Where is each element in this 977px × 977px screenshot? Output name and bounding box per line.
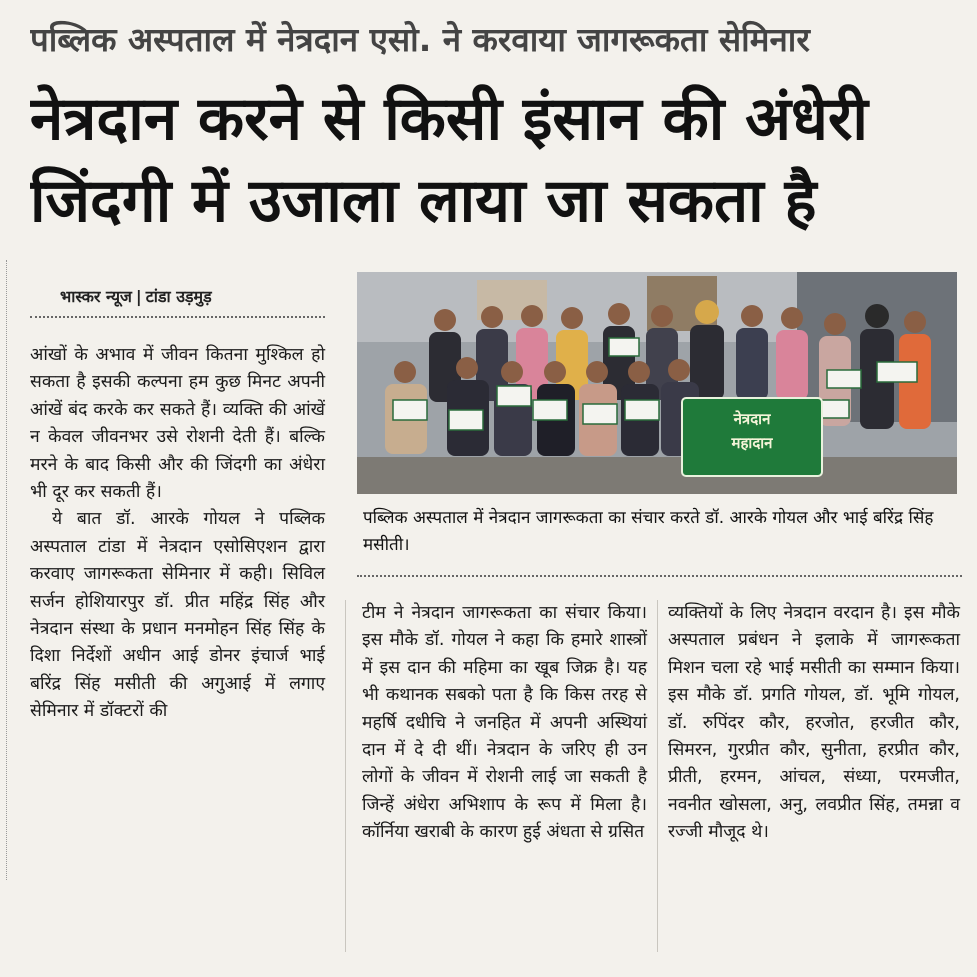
byline [60,285,330,307]
column-1 [30,342,325,726]
col3-paragraph-1: व्यक्तियों के लिए नेत्रदान वरदान है। इस मौके अस्पताल प्रबंधन ने इलाके में जागरूकता मिशन चला रहे भाई मसीती का सम्मान किया। इस मौके डॉ. प्रगति गोयल, डॉ. भूमि गोयल, डॉ. रुपिंदर कौर, हरजोत, हरजीत कौर, सिमरन, गुरप्रीत कौर, सुनीता, हरप्रीत कौर, प्रीती, हरमन, आंचल, संध्या, परमजीत, नवनीत खोसला, अनु, लवप्रीत सिंह, तमन्ना व रज्जी मौजूद थे। [668,603,960,843]
byline-place: टांडा उड़मुड़ [145,287,212,306]
photo-caption: पब्लिक अस्पताल में नेत्रदान जागरूकता का संचार करते डॉ. आरके गोयल और भाई बरिंद्र सिंह मसीती। [363,508,934,555]
headline-line-1: नेत्रदान करने से किसी इंसान की अंधेरी [30,84,868,154]
article-headline [30,78,960,242]
col1-paragraph-2: ये बात डॉ. आरके गोयल ने पब्लिक अस्पताल टांडा में नेत्रदान एसोसिएशन द्वारा करवाए जागरूकता सेमिनार में कही। सिविल सर्जन होशियारपुर डॉ. प्रीत महिंद्र सिंह और नेत्रदान संस्था के प्रधान मनमोहन सिंह सिंह के दिशा निर्देशों अधीन आई डोनर इंचार्ज भाई बरिंद्र सिंह मसीती की अगुआई में लगाए सेमिनार में डॉक्टरों की [30,509,325,722]
col1-paragraph-1: आंखों के अभाव में जीवन कितना मुश्किल हो सकता है इसकी कल्पना हम कुछ मिनट अपनी आंखें बंद करके कर सकते हैं। व्यक्ति की आंखें न केवल जीवनभर उसे रोशनी देती हैं। बल्कि मरने के बाद किसी और की जिंदगी का अंधेरा भी दूर कर सकती हैं। [30,345,325,503]
column-divider-2 [657,600,658,952]
article-kicker: पब्लिक अस्पताल में नेत्रदान एसो. ने करवाया जागरूकता सेमिनार [30,20,810,59]
byline-source: भास्कर न्यूज [60,287,132,306]
col2-paragraph-1: टीम ने नेत्रदान जागरूकता का संचार किया। इस मौके डॉ. गोयल ने कहा कि हमारे शास्त्रों में इस दान की महिमा का खूब जिक्र है। यह भी कथानक सबको पता है कि किस तरह से महर्षि दधीचि ने जनहित में अपनी अस्थियां दान में दे दी थीं। नेत्रदान के जरिए ही उन लोगों के जीवन में रोशनी लाई जा सकती है जिन्हें अंधेरा अभिशाप के रूप में मिला है। कॉर्निया खराबी के कारण हुई अंधता से ग्रसित [362,603,647,843]
byline-separator: | [135,287,142,306]
page-left-edge [0,260,7,880]
column-3 [668,600,960,847]
banner-text-2: महादान [731,434,773,452]
article-photo [357,272,957,494]
byline-rule [30,316,325,318]
group-photo-illustration [357,272,957,494]
column-divider-1 [345,600,346,952]
banner-text: नेत्रदान [733,410,771,428]
caption-rule [357,575,962,577]
headline-line-2: जिंदगी में उजाला लाया जा सकता है [30,166,817,236]
column-2 [362,600,647,847]
